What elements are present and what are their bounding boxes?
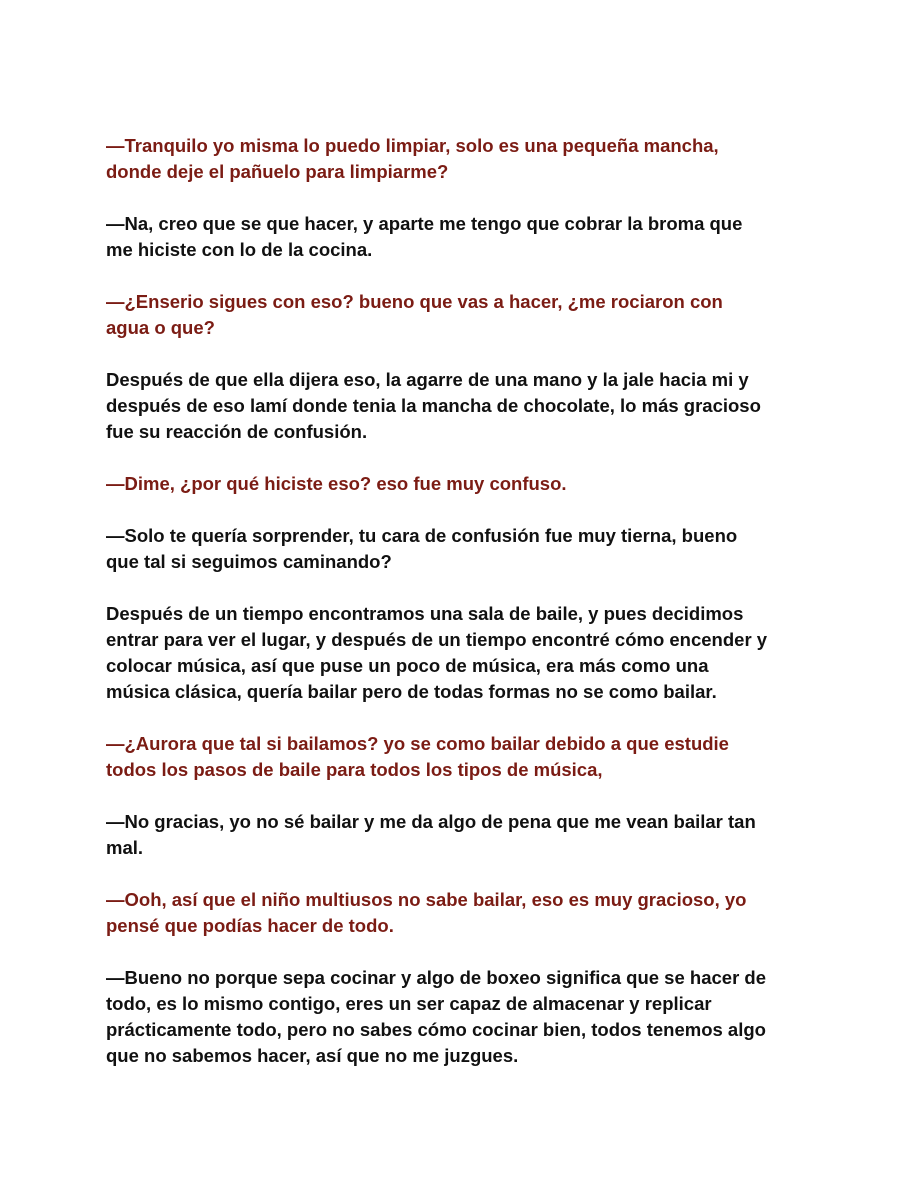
dialogue-paragraph: —Ooh, así que el niño multiusos no sabe bailar, eso es muy gracioso, yo pensé que podías hacer de todo. [106,889,747,936]
dialogue-paragraph: —Na, creo que se que hacer, y aparte me tengo que cobrar la broma que me hiciste con lo de la cocina. [106,213,743,260]
narration-paragraph: Después de que ella dijera eso, la agarre de una mano y la jale hacia mi y después de eso lamí donde tenia la mancha de chocolate, lo más gracioso fue su reacción de confusión. [106,369,761,442]
dialogue-paragraph: —Solo te quería sorprender, tu cara de confusión fue muy tierna, bueno que tal si seguimos caminando? [106,525,738,572]
dialogue-paragraph: —¿Aurora que tal si bailamos? yo se como bailar debido a que estudie todos los pasos de baile para todos los tipos de música, [106,733,729,780]
story-text [106,133,806,1095]
dialogue-paragraph: —Dime, ¿por qué hiciste eso? eso fue muy confuso. [106,473,567,494]
dialogue-paragraph: —No gracias, yo no sé bailar y me da algo de pena que me vean bailar tan mal. [106,811,756,858]
narration-paragraph: Después de un tiempo encontramos una sala de baile, y pues decidimos entrar para ver el lugar, y después de un tiempo encontré cómo encender y colocar música, así que puse un poco de música, era más como una música clásica, quería bailar pero de todas formas no se como bailar. [106,603,768,702]
dialogue-paragraph: —¿Enserio sigues con eso? bueno que vas a hacer, ¿me rociaron con agua o que? [106,291,723,338]
dialogue-paragraph: —Bueno no porque sepa cocinar y algo de boxeo significa que se hacer de todo, es lo mismo contigo, eres un ser capaz de almacenar y replicar prácticamente todo, pero no sabes cómo cocinar bien, todos tenemos algo que no sabemos hacer, así que no me juzgues. [106,967,766,1066]
dialogue-paragraph: —Tranquilo yo misma lo puedo limpiar, solo es una pequeña mancha, donde deje el pañuelo para limpiarme? [106,135,719,182]
